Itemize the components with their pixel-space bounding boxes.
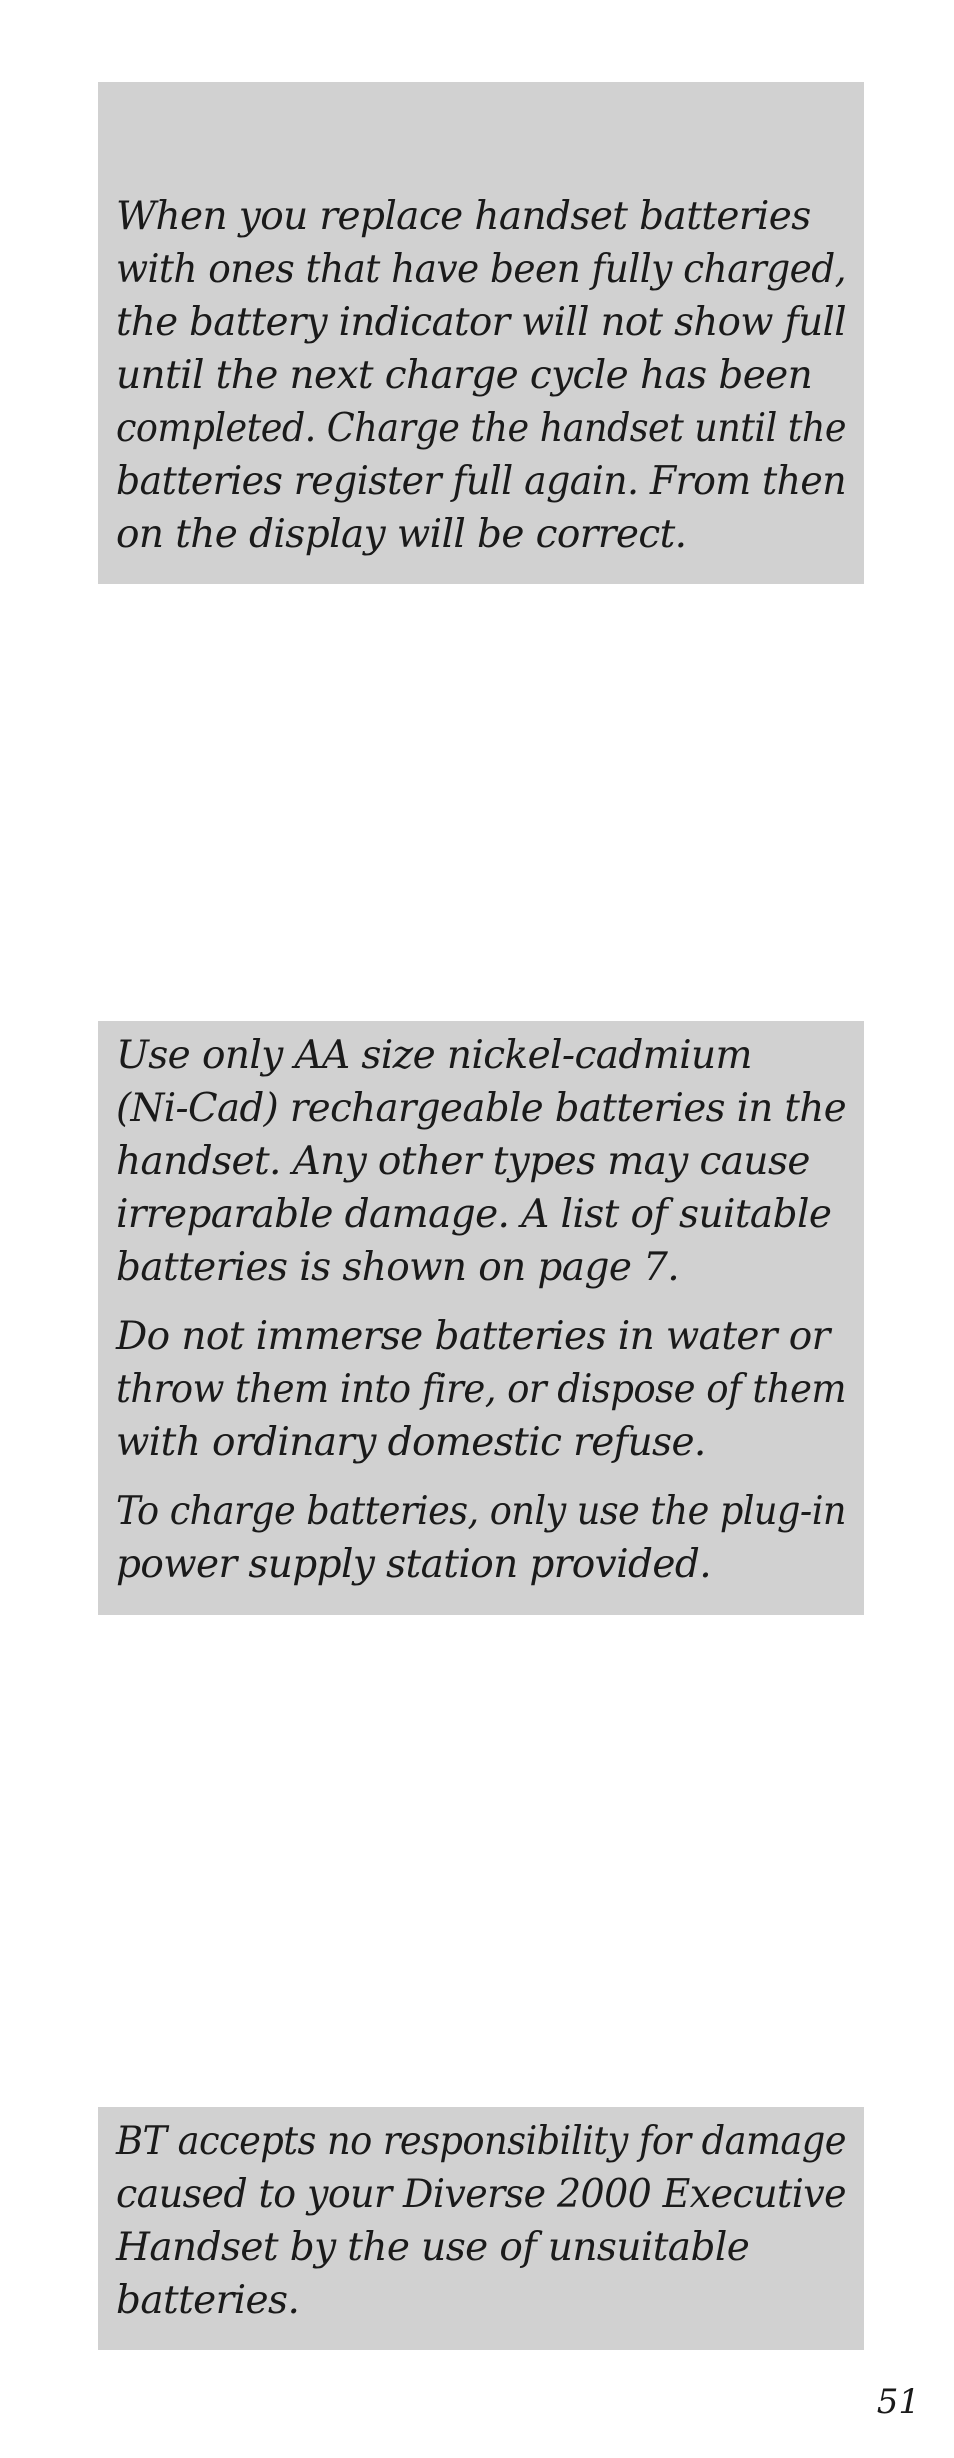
text-line: To charge batteries, only use the plug-in xyxy=(116,1489,846,1534)
text-line: batteries register full again. From then xyxy=(116,459,846,504)
text-line: batteries. xyxy=(116,2278,300,2323)
text-line: completed. Charge the handset until the xyxy=(116,406,846,451)
text-line: with ordinary domestic refuse. xyxy=(116,1420,706,1465)
note-paragraph xyxy=(116,2115,846,2327)
text-line: Handset by the use of unsuitable xyxy=(116,2225,750,2270)
note-paragraph xyxy=(116,1310,846,1469)
text-line: (Ni-Cad) rechargeable batteries in the xyxy=(116,1086,846,1131)
note-paragraph xyxy=(116,1485,846,1591)
text-line: until the next charge cycle has been xyxy=(116,353,813,398)
text-line: batteries is shown on page 7. xyxy=(116,1245,680,1290)
battery-safety-note xyxy=(98,1021,864,1615)
text-line: caused to your Diverse 2000 Executive xyxy=(116,2172,846,2217)
responsibility-disclaimer-note xyxy=(98,2107,864,2350)
text-line: irreparable damage. A list of suitable xyxy=(116,1192,832,1237)
text-line: handset. Any other types may cause xyxy=(116,1139,810,1184)
page-number: 51 xyxy=(876,2382,920,2422)
text-line: Use only AA size nickel-cadmium xyxy=(116,1033,752,1078)
battery-indicator-note xyxy=(98,82,864,584)
text-line: throw them into fire, or dispose of them xyxy=(116,1367,846,1412)
text-line: the battery indicator will not show full xyxy=(116,300,846,345)
text-line: on the display will be correct. xyxy=(116,512,687,557)
note-paragraph xyxy=(116,1029,846,1294)
text-line: Do not immerse batteries in water or xyxy=(116,1314,830,1359)
text-line: power supply station provided. xyxy=(116,1542,711,1587)
text-line: When you replace handset batteries xyxy=(116,194,811,239)
text-line: BT accepts no responsibility for damage xyxy=(116,2119,846,2164)
text-line: with ones that have been fully charged, xyxy=(116,247,846,292)
note-paragraph xyxy=(116,190,846,561)
